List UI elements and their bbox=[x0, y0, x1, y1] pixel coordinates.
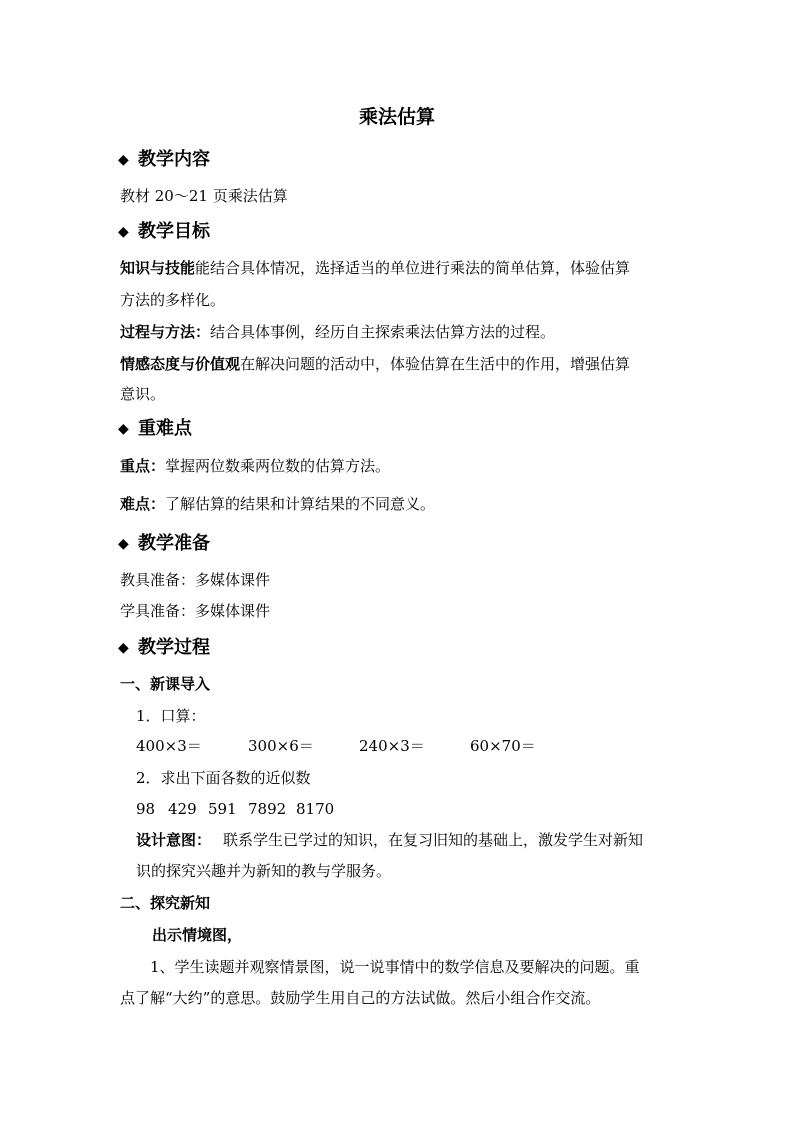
calc-row bbox=[136, 735, 536, 757]
prep-teacher-line: 教具准备：多媒体课件 bbox=[120, 571, 271, 589]
goal-skill-line-2: 方法的多样化。 bbox=[120, 291, 226, 309]
number-item: 429 bbox=[168, 800, 197, 818]
paragraph-1-line-1: 1、学生读题并观察情景图，说一说事情中的数学信息及要解决的问题。重 bbox=[150, 958, 640, 976]
goal-emotion-line-2: 意识。 bbox=[120, 385, 166, 403]
item2-line: 2．求出下面各数的近似数 bbox=[136, 769, 311, 787]
show-scene-line: 出示情境图， bbox=[152, 926, 243, 944]
calc-item: 240×3＝ bbox=[359, 737, 425, 755]
number-item: 591 bbox=[208, 800, 237, 818]
design-intent-line-1: 设计意图： 联系学生已学过的知识，在复习旧知的基础上，激发学生对新知 bbox=[136, 831, 644, 849]
part1-title: 一、新课导入 bbox=[120, 675, 211, 693]
item1-line: 1．口算： bbox=[136, 707, 206, 725]
section-heading-process: ◆ 教学过程 bbox=[118, 637, 210, 658]
diamond-bullet-icon: ◆ bbox=[118, 224, 129, 240]
section-heading-prep: ◆ 教学准备 bbox=[118, 533, 210, 554]
section-heading-content: ◆ 教学内容 bbox=[118, 149, 210, 170]
goal-emotion-line-1: 情感态度与价值观在解决问题的活动中，体验估算在生活中的作用，增强估算 bbox=[120, 355, 631, 373]
diamond-bullet-icon: ◆ bbox=[118, 536, 129, 552]
content-text: 教材 20～21 页乘法估算 bbox=[120, 187, 288, 205]
design-intent-line-2: 识的探究兴趣并为新知的教与学服务。 bbox=[136, 862, 392, 880]
goal-skill-line-1: 知识与技能能结合具体情况，选择适当的单位进行乘法的简单估算，体验估算 bbox=[120, 259, 631, 277]
numbers-row bbox=[136, 798, 334, 820]
section-heading-keypoints: ◆ 重难点 bbox=[118, 418, 192, 439]
diamond-bullet-icon: ◆ bbox=[118, 152, 129, 168]
section-heading-goals: ◆ 教学目标 bbox=[118, 221, 210, 242]
calc-item: 60×70＝ bbox=[470, 737, 536, 755]
number-item: 98 bbox=[136, 800, 156, 818]
page-title: 乘法估算 bbox=[358, 106, 435, 128]
key-point-line: 重点：掌握两位数乘两位数的估算方法。 bbox=[120, 457, 391, 475]
number-item: 8170 bbox=[296, 800, 335, 818]
calc-item: 400×3＝ bbox=[136, 737, 202, 755]
goal-process-line: 过程与方法：结合具体事例，经历自主探索乘法估算方法的过程。 bbox=[120, 323, 556, 341]
calc-item: 300×6＝ bbox=[248, 737, 314, 755]
number-item: 7892 bbox=[248, 800, 287, 818]
hard-point-line: 难点：了解估算的结果和计算结果的不同意义。 bbox=[120, 495, 436, 513]
part2-title: 二、探究新知 bbox=[120, 894, 211, 912]
paragraph-1-line-2: 点了解“大约”的意思。鼓励学生用自己的方法试做。然后小组合作交流。 bbox=[120, 989, 601, 1007]
prep-student-line: 学具准备：多媒体课件 bbox=[120, 602, 271, 620]
diamond-bullet-icon: ◆ bbox=[118, 640, 129, 656]
diamond-bullet-icon: ◆ bbox=[118, 421, 129, 437]
